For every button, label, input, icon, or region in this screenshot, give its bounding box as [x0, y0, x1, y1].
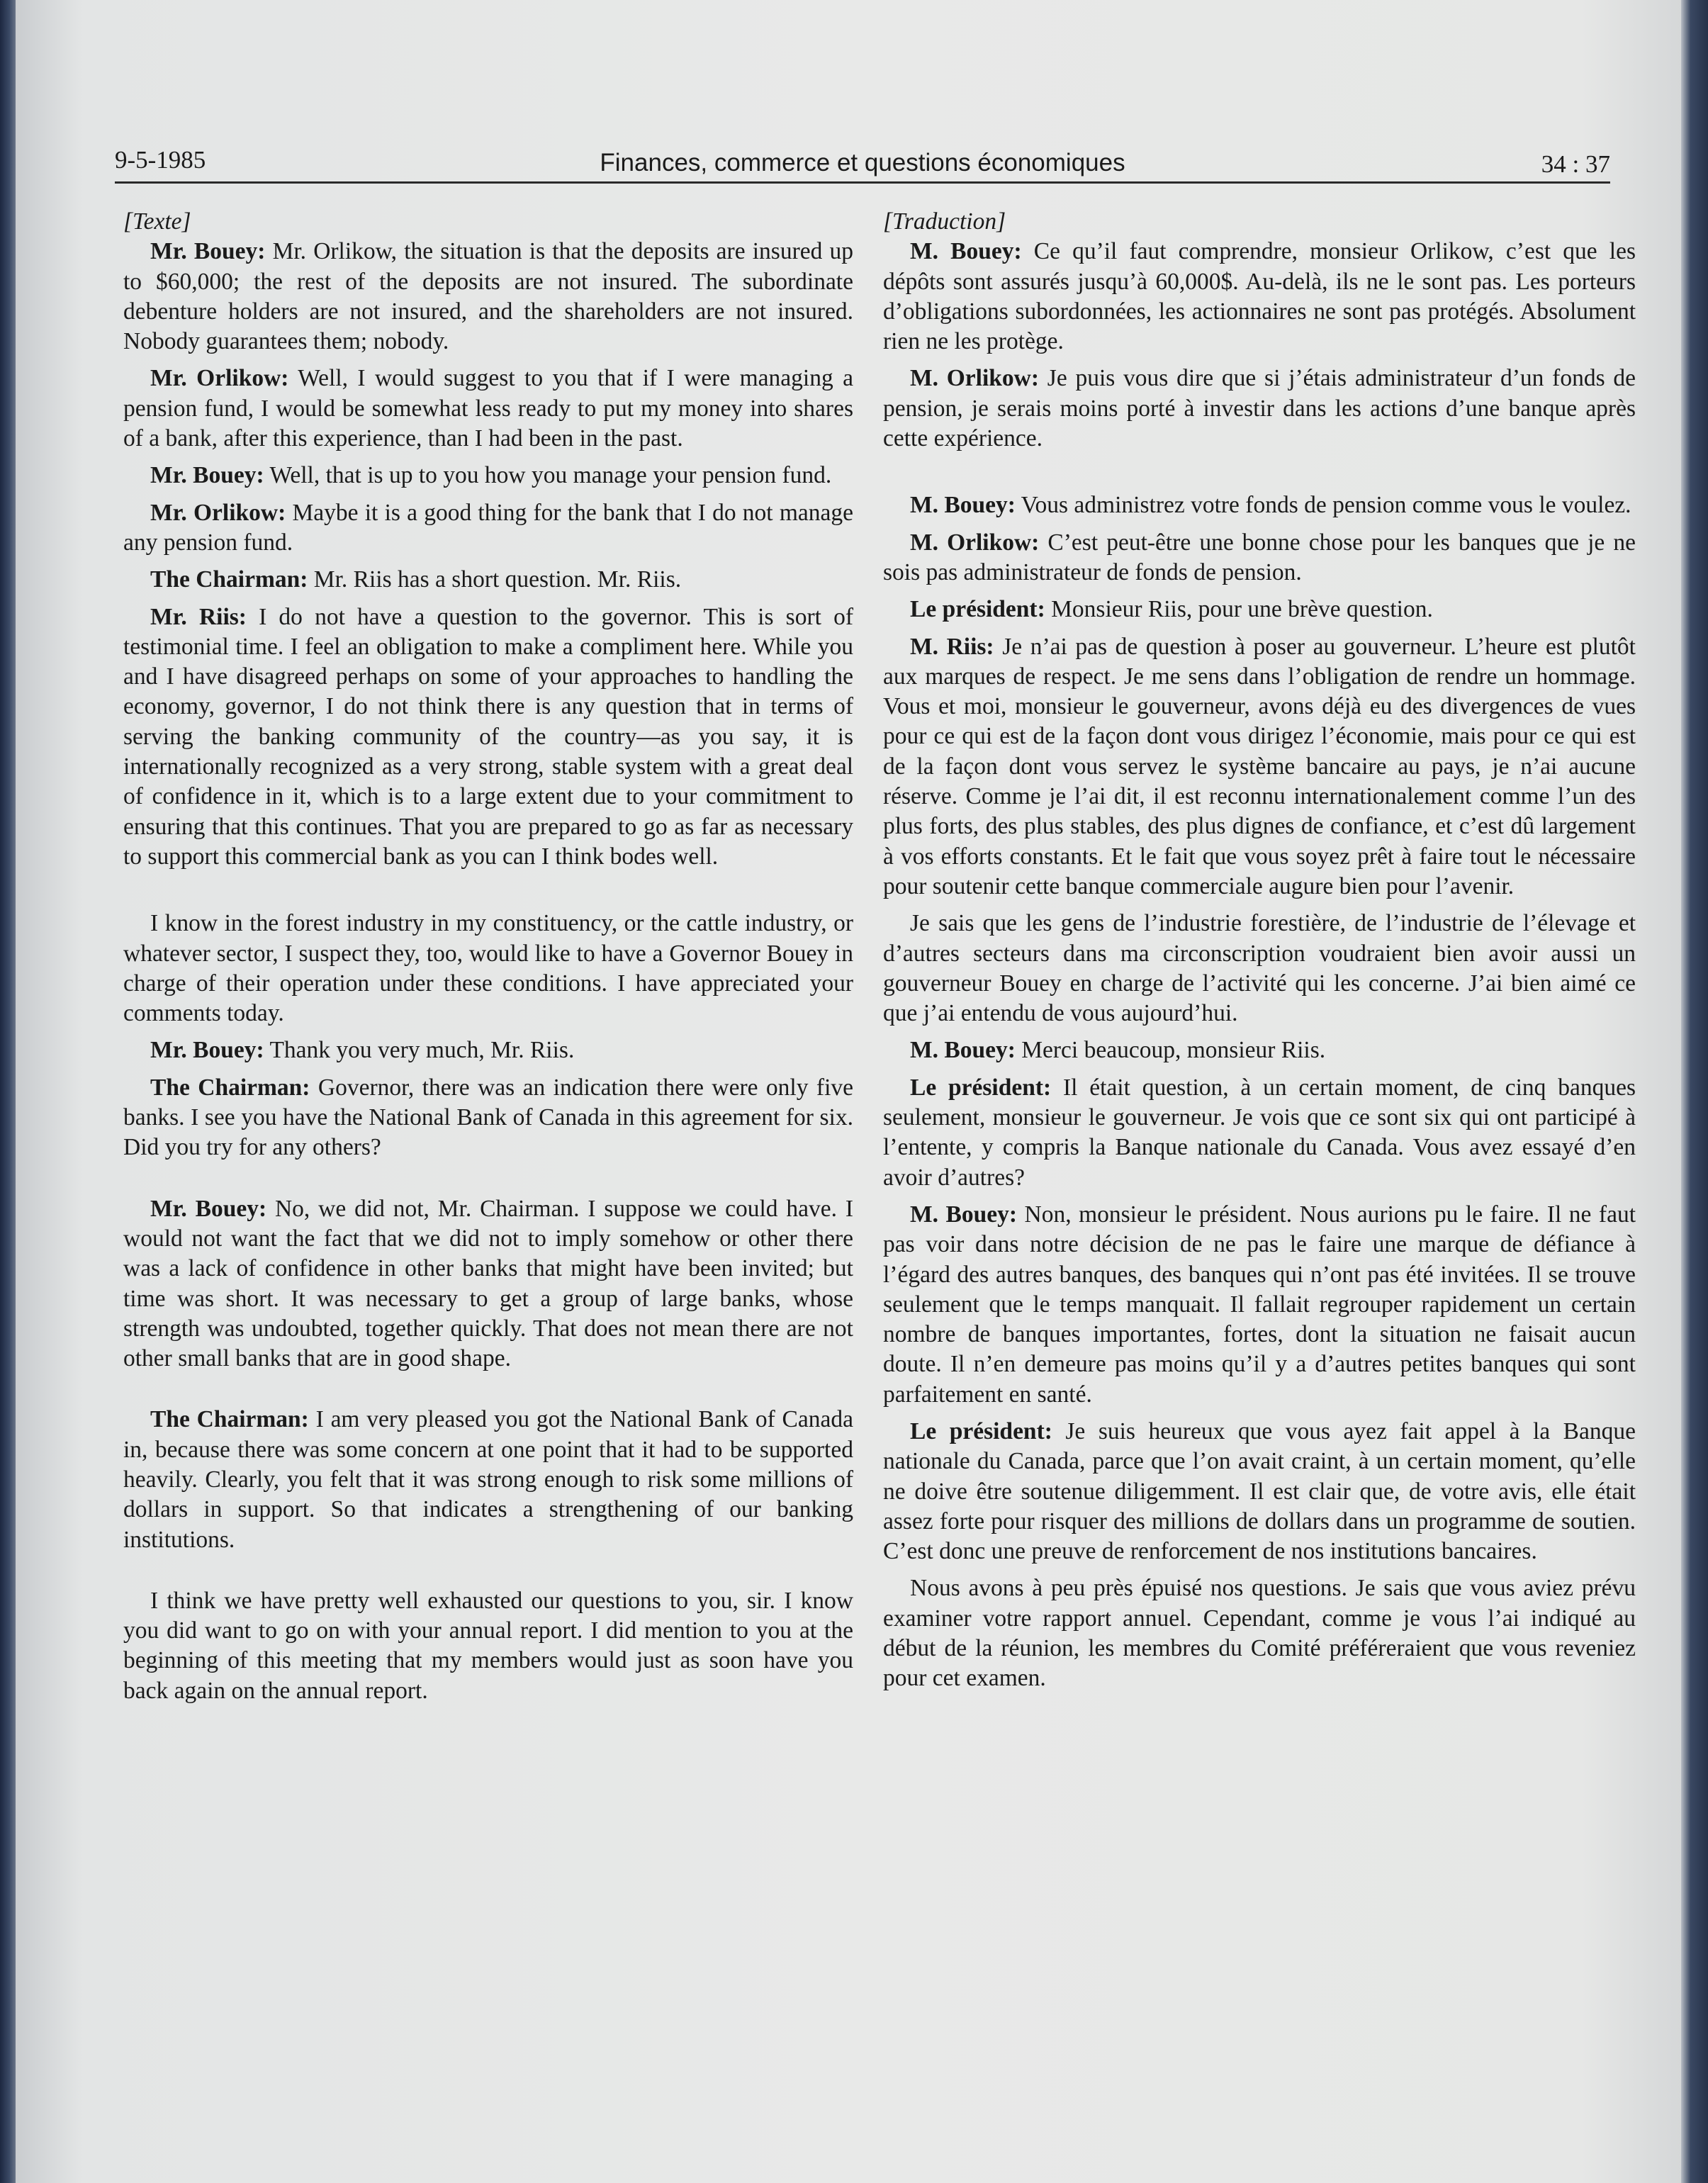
- speech: Je n’ai pas de question à poser au gouverneur. L’heure est plutôt aux marques de respect. Je me sens dans l’obligation de rendre un hommage. Vous et moi, monsieur le gouverneur, avons déjà eu des divergences de vues pour ce qui est de la façon dont vous dirigez l’économie, mais pour ce qui est de la façon dont vous servez le système bancaire au pays, je n’ai aucune réserve. Comme je l’ai dit, il est reconnu internationalement comme l’un des plus forts, des plus stables, des plus dignes de confiance, et c’est dû largement à vos efforts constants. Et le fait que vous soyez prêt à faire tout le nécessaire pour soutenir cette banque commerciale augure bien pour l’avenir.: [883, 633, 1636, 899]
- speech: Monsieur Riis, pour une brève question.: [1045, 596, 1433, 623]
- speaker: Le président:: [910, 596, 1045, 623]
- speaker: The Chairman:: [150, 566, 308, 593]
- header-date: 9-5-1985: [115, 146, 206, 174]
- paragraph: [883, 632, 1636, 902]
- english-column: [123, 207, 853, 1706]
- paragraph: [123, 1194, 853, 1374]
- header-title: Finances, commerce et questions économiques: [600, 149, 1125, 176]
- speech: Non, monsieur le président. Nous aurions pu le faire. Il ne faut pas voir dans notre décision de ne pas le faire une marque de défiance à l’égard des autres banques, des banques qui n’ont pas été invitées. Il se trouve seulement que le temps manquait. Il fallait regrouper rapidement un certain nombre de banques importantes, fortes, dont la situation ne faisait aucun doute. Il n’en demeure pas moins qu’il y a d’autres petites banques qui sont parfaitement en santé.: [883, 1201, 1636, 1408]
- book-edge: [1681, 0, 1708, 2183]
- speech: I do not have a question to the governor. This is sort of testimonial time. I feel an obligation to make a compliment here. While you and I have disagreed perhaps on some of your approaches to handling the economy, governor, I do not think there is any question that in terms of serving the banking community of the country—as you say, it is internationally recognized as a very strong, stable system with a great deal of confidence in it, which is to a large extent due to your commitment to ensuring that this continues. That you are prepared to go as far as necessary to support this commercial bank as you can I think bodes well.: [123, 603, 853, 870]
- column-label: [Texte]: [123, 208, 191, 235]
- paragraph: [883, 1200, 1636, 1410]
- paragraph: [123, 565, 853, 595]
- speaker: Le président:: [910, 1074, 1052, 1101]
- paragraph: [883, 1573, 1636, 1693]
- paragraph: [123, 237, 853, 357]
- french-column: [883, 207, 1636, 1694]
- paragraph: [883, 237, 1636, 357]
- paragraph: [123, 602, 853, 872]
- speech: I am very pleased you got the National Bank of Canada in, because there was some concern at one point that it had to be supported heavily. Clearly, you felt that it was strong enough to risk some millions of dollars in support. So that indicates a strengthening of our banking institutions.: [123, 1406, 853, 1553]
- speaker: M. Orlikow:: [910, 529, 1040, 556]
- paragraph: [883, 1073, 1636, 1193]
- paragraph: [123, 498, 853, 559]
- speech: Mr. Riis has a short question. Mr. Riis.: [308, 566, 682, 593]
- speaker: M. Bouey:: [910, 1201, 1017, 1228]
- speaker: M. Bouey:: [910, 238, 1022, 265]
- speaker: M. Bouey:: [910, 492, 1016, 519]
- speech: Ce qu’il faut comprendre, monsieur Orlikow, c’est que les dépôts sont assurés jusqu’à 60,000$. Au-delà, ils ne le sont pas. Les porteurs d’obligations subordonnées, les actionnaires ne sont pas protégés. Absolument rien ne les protège.: [883, 238, 1636, 355]
- speaker: Le président:: [910, 1418, 1052, 1444]
- paragraph: [883, 1036, 1636, 1065]
- speech: Merci beaucoup, monsieur Riis.: [1015, 1037, 1326, 1064]
- speech: Nous avons à peu près épuisé nos questions. Je sais que vous aviez prévu examiner votre rapport annuel. Cependant, comme je vous l’ai indiqué au début de la réunion, les membres du Comité préféreraient que vous reveniez pour cet examen.: [883, 1575, 1636, 1692]
- paragraph: [883, 1417, 1636, 1566]
- speech: Je sais que les gens de l’industrie forestière, de l’industrie de l’élevage et d’autres secteurs dans ma circonscription voudraient bien avoir aussi un gouverneur Bouey en charge de l’activité qui les concerne. J’ai bien aimé ce que j’ai entendu de vous aujourd’hui.: [883, 910, 1636, 1027]
- speaker: Mr. Riis:: [150, 603, 247, 630]
- speech: Well, that is up to you how you manage your pension fund.: [264, 462, 832, 489]
- page-header: [115, 139, 1610, 184]
- speaker: The Chairman:: [150, 1406, 309, 1433]
- speech: I think we have pretty well exhausted our questions to you, sir. I know you did want to go on with your annual report. I did mention to you at the beginning of this meeting that my members would just as soon have you back again on the annual report.: [123, 1587, 853, 1704]
- speaker: Mr. Bouey:: [150, 1037, 264, 1064]
- paragraph: [883, 595, 1636, 624]
- speaker: M. Orlikow:: [910, 365, 1040, 392]
- speech: Mr. Orlikow, the situation is that the deposits are insured up to $60,000; the rest of the deposits are not insured. The subordinate debenture holders are not insured, and the shareholders are not insured. Nobody guarantees them; nobody.: [123, 238, 853, 355]
- paragraph: [883, 909, 1636, 1028]
- speech: Il était question, à un certain moment, de cinq banques seulement, monsieur le gouverneur. Je vois que ce sont six qui ont participé à l’entente, y compris la Banque nationale du Canada. Vous avez essayé d’en avoir d’autres?: [883, 1074, 1636, 1191]
- speaker: Mr. Orlikow:: [150, 365, 289, 392]
- speech: Je suis heureux que vous ayez fait appel à la Banque nationale du Canada, parce que l’on avait craint, à un certain moment, qu’elle ne doive être soutenue diligemment. Il est clair que, de votre avis, elle était assez forte pour risquer des millions de dollars dans un programme de soutien. C’est donc une preuve de renforcement de nos institutions bancaires.: [883, 1418, 1636, 1565]
- paragraph: [123, 364, 853, 454]
- speech: Well, I would suggest to you that if I were managing a pension fund, I would be somewhat less ready to put my money into shares of a bank, after this experience, than I had been in the past.: [123, 365, 853, 452]
- paragraph: [123, 1073, 853, 1163]
- speaker: The Chairman:: [150, 1074, 310, 1101]
- paragraph: [123, 1036, 853, 1065]
- paragraph: [883, 364, 1636, 454]
- speech: Je puis vous dire que si j’étais administrateur d’un fonds de pension, je serais moins porté à investir dans les actions d’une banque après cette expérience.: [883, 365, 1636, 452]
- speech: Vous administrez votre fonds de pension comme vous le voulez.: [1015, 492, 1631, 519]
- header-page-number: 34 : 37: [1541, 150, 1610, 178]
- paragraph: [123, 1586, 853, 1706]
- speaker: M. Bouey:: [910, 1037, 1016, 1064]
- paragraph: [123, 1405, 853, 1554]
- speaker: Mr. Orlikow:: [150, 499, 286, 526]
- paragraph: [123, 909, 853, 1028]
- document-page: [16, 0, 1681, 2183]
- speech: Thank you very much, Mr. Riis.: [264, 1037, 575, 1064]
- speaker: Mr. Bouey:: [150, 1195, 267, 1222]
- book-binding: [0, 0, 16, 2183]
- speech: I know in the forest industry in my constituency, or the cattle industry, or whatever sector, I suspect they, too, would like to have a Governor Bouey in charge of their operation under these conditions. I have appreciated your comments today.: [123, 910, 853, 1027]
- speaker: Mr. Bouey:: [150, 238, 266, 265]
- paragraph: [883, 490, 1636, 520]
- paragraph: [123, 461, 853, 490]
- paragraph: [883, 528, 1636, 588]
- speech: Maybe it is a good thing for the bank that I do not manage any pension fund.: [123, 499, 853, 556]
- speech: C’est peut-être une bonne chose pour les banques que je ne sois pas administrateur de fonds de pension.: [883, 529, 1636, 585]
- speaker: Mr. Bouey:: [150, 462, 264, 489]
- speech: Governor, there was an indication there were only five banks. I see you have the National Bank of Canada in this agreement for six. Did you try for any others?: [123, 1074, 853, 1161]
- speech: No, we did not, Mr. Chairman. I suppose we could have. I would not want the fact that we did not to imply somehow or other there was a lack of confidence in other banks that might have been invited; but time was short. It was necessary to get a group of large banks, whose strength was undoubted, together quickly. That does not mean there are not other small banks that are in good shape.: [123, 1195, 853, 1372]
- speaker: M. Riis:: [910, 633, 994, 660]
- column-label: [Traduction]: [883, 208, 1006, 235]
